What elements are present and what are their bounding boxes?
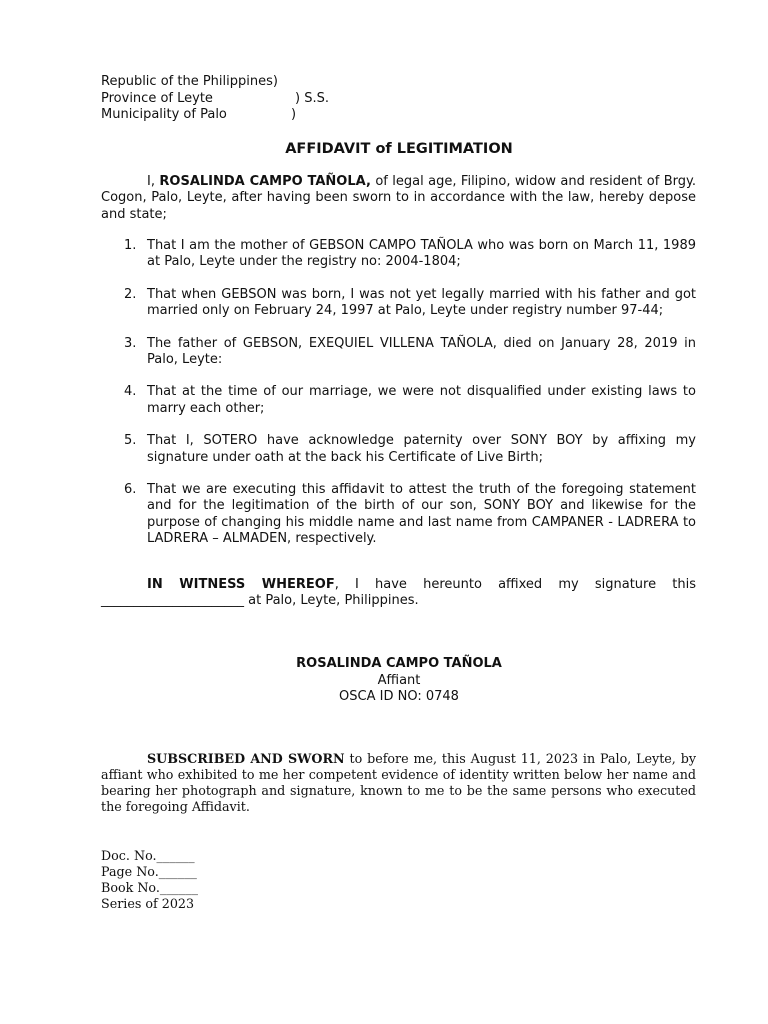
signature-block: [0, 656, 768, 706]
date-blank: ______________________: [101, 593, 244, 609]
jurat-paragraph: SUBSCRIBED AND SWORN to before me, this August 11, 2023 in Palo, Leyte, by affiant who exhibited to me her competent evidence of identity written below her name and bearing her photograph and signature, known to me to be the same persons who executed the foregoing Affidavit.: [101, 751, 696, 814]
venue-block: [101, 74, 329, 124]
venue-line-province: Province of Leyte ) S.S.: [101, 90, 329, 106]
document-title: AFFIDAVIT of LEGITIMATION: [285, 141, 513, 157]
signatory-name: ROSALINDA CAMPO TAÑOLA: [296, 656, 502, 671]
venue-line-republic: Republic of the Philippines): [101, 74, 278, 89]
series-year: Series of 2023: [101, 896, 195, 911]
signatory-role: Affiant: [377, 672, 421, 688]
list-item: 6. That we are executing this affidavit to attest the truth of the foregoing statement and for the legitimation of the birth of our son, SONY BOY and likewise for the purpose of changing his middle name and last name from CAMPANER - LADRERA to LADRERA – ALMADEN, respectively.: [124, 482, 696, 547]
list-item: 1. That I am the mother of GEBSON CAMPO TAÑOLA who was born on March 11, 1989 at Palo, Leyte under the registry no: 2004-1804;: [124, 238, 696, 270]
signatory-id: OSCA ID NO: 0748: [339, 689, 459, 704]
venue-line-municipality: Municipality of Palo ): [101, 107, 297, 122]
page-no: Page No.______: [101, 864, 197, 879]
intro-paragraph: I, ROSALINDA CAMPO TAÑOLA, of legal age, Filipino, widow and resident of Brgy. Cogon, Palo, Leyte, after having been sworn to in accordance with the law, hereby depose and state;: [101, 174, 696, 222]
list-item: 3. The father of GEBSON, EXEQUIEL VILLENA TAÑOLA, died on January 28, 2019 in Palo, Leyte:: [124, 335, 696, 368]
list-item: 4. That at the time of our marriage, we were not disqualified under existing laws to marry each other;: [124, 384, 696, 416]
witness-paragraph: IN WITNESS WHEREOF, I have hereunto affixed my signature this ______________________ at Palo, Leyte, Philippines.: [101, 577, 696, 609]
list-item: 2. That when GEBSON was born, I was not yet legally married with his father and got married only on February 24, 1997 at Palo, Leyte under registry number 97-44;: [124, 286, 696, 319]
list-item: 5. That I, SOTERO have acknowledge paternity over SONY BOY by affixing my signature under oath at the back his Certificate of Live Birth;: [124, 433, 696, 465]
book-no: Book No.______: [101, 880, 198, 895]
affiant-name: ROSALINDA CAMPO TAÑOLA,: [159, 174, 371, 189]
statement-list: [101, 238, 696, 564]
doc-no: Doc. No.______: [101, 848, 195, 863]
notarial-register: [101, 848, 198, 912]
